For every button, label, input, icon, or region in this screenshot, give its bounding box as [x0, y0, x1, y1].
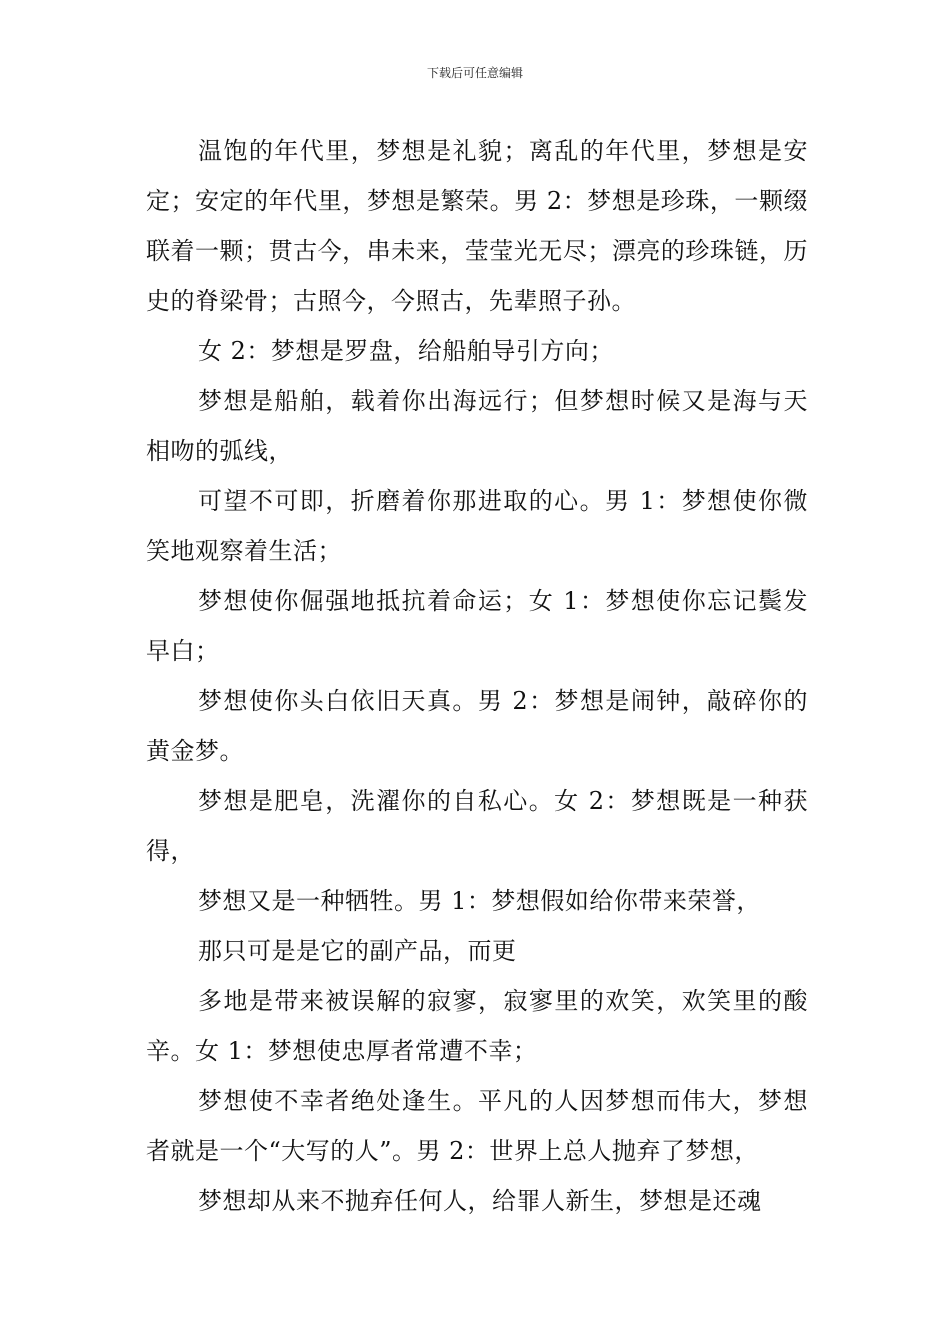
- paragraph: 梦想使你头白依旧天真。男 2：梦想是闹钟，敲碎你的黄金梦。: [146, 687, 808, 765]
- paragraph: 女 2：梦想是罗盘，给船舶导引方向；: [198, 337, 614, 365]
- paragraph: 可望不可即，折磨着你那进取的心。男 1：梦想使你微笑地观察着生活；: [146, 487, 808, 565]
- paragraph: 梦想是肥皂，洗濯你的自私心。女 2：梦想既是一种获得，: [146, 787, 808, 865]
- paragraph: 梦想使你倔强地抵抗着命运；女 1：梦想使你忘记鬓发早白；: [146, 587, 808, 665]
- paragraph: 梦想使不幸者绝处逢生。平凡的人因梦想而伟大，梦想者就是一个“大写的人”。男 2：世界上总人抛弃了梦想，: [146, 1087, 808, 1165]
- paragraph: 梦想是船舶，载着你出海远行；但梦想时候又是海与天相吻的弧线，: [146, 387, 808, 465]
- paragraph: 温饱的年代里，梦想是礼貌；离乱的年代里，梦想是安定；安定的年代里，梦想是繁荣。男 2：梦想是珍珠，一颗缀联着一颗；贯古今，串未来，莹莹光无尽；漂亮的珍珠链，历史的脊梁骨；古照今，今照古，先辈照子孙。: [146, 137, 808, 315]
- document-body: [146, 126, 808, 1226]
- page-header: 下载后可任意编辑: [426, 66, 523, 80]
- paragraph: 那只可是是它的副产品，而更: [198, 937, 517, 965]
- paragraph: 梦想却从来不抛弃任何人，给罪人新生，梦想是还魂: [198, 1187, 762, 1215]
- paragraph: 梦想又是一种牺牲。男 1：梦想假如给你带来荣誉，: [198, 887, 761, 915]
- paragraph: 多地是带来被误解的寂寥，寂寥里的欢笑，欢笑里的酸辛。女 1：梦想使忠厚者常遭不幸；: [146, 987, 808, 1065]
